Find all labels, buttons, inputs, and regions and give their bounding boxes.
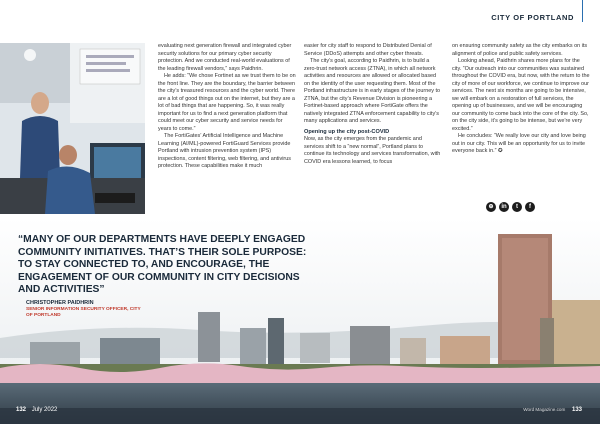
footer-left — [16, 407, 57, 413]
twitter-icon[interactable]: t — [512, 202, 522, 212]
paragraph — [452, 133, 590, 156]
linkedin-icon[interactable]: in — [499, 202, 509, 212]
end-mark-icon: ✪ — [497, 148, 503, 154]
header-rule — [582, 0, 584, 22]
pull-quote: “MANY OF OUR DEPARTMENTS HAVE DEEPLY ENGAGED COMMUNITY INITIATIVES. THAT’S THEIR SOLE PURPOSE: TO STAY CONNECTED TO, AND ENCOURAGE, THE ENGAGEMENT OF OUR COMMUNITY IN CITY DECISIONS AND ACTIVITIES” — [18, 234, 307, 296]
paragraph: on ensuring community safety as the city embarks on its alignment of police and public safety services. — [452, 43, 588, 57]
article-column-3 — [452, 43, 590, 156]
section-heading: Opening up the city post-COVID — [304, 128, 390, 135]
page-number-right: 133 — [571, 407, 582, 413]
quote-attribution-role: SENIOR INFORMATION SECURITY OFFICER, CITY OF PORTLAND — [26, 307, 141, 318]
issue-date: July 2022 — [31, 407, 58, 413]
paragraph: Now, as the city emerges from the pandemic and services shift to a “new normal”, Portland plans to continue its technology and services transformation, with COVID era lessons learned, to focus — [304, 136, 441, 165]
article-column-1 — [158, 43, 296, 171]
publication-section-title: CITY OF PORTLAND — [491, 13, 574, 22]
globe-icon[interactable]: ⊕ — [486, 202, 496, 212]
paragraph: evaluating next generation firewall and integrated cyber security solutions for our primary cyber security protection. And we conducted real-world evaluations of the leading firewall vendors,” says Paidhrin. — [158, 43, 292, 72]
firefighters-photo — [0, 43, 145, 214]
footer-site: Word Magazine.com — [523, 407, 566, 412]
paragraph: The FortiGates’ Artificial Intelligence and Machine Learning (AI/ML)-powered FortiGuard Services provide Portland with intrusion prevention system (IPS) inspections, content filtering, web filtering, and antivirus protection. These capabilities make it much — [158, 133, 291, 169]
footer-right — [523, 407, 582, 413]
page-number-left: 132 — [16, 407, 27, 413]
paragraph: Looking ahead, Paidhrin shares more plans for the city. “Our outreach into our communities was sustained throughout the COVID era, but now, with the return to the city of more of our workforce, we continue to improve our services. The next six months are going to be intensive, we will embark on a restoration of full services, the opening up of businesses, and we will be encouraging our community to come back into the core of the city. So, on the city side, it’s going to be intense, but we’re very excited.” — [452, 58, 590, 132]
article-column-2 — [304, 43, 442, 166]
paragraph: The city’s goal, according to Paidhrin, is to build a zero-trust network access (ZTNA), in which all network activities and resources are allowed or allocated based on the identity of the user requesting them. Most of the Portland infrastructure is in early stages of the journey to ZTNA, but the city’s Revenue Division is pioneering a Fortinet-based approach where FortiGate offers the natively integrated ZTNA enforcement capability to city’s many applications and services. — [304, 58, 441, 124]
closing-paragraph: He concludes: “We really love our city and love being out in our city. This will be an opportunity for us to invite everyone back in.” — [452, 133, 586, 154]
facebook-icon[interactable]: f — [525, 202, 535, 212]
quote-attribution-name: CHRISTOPHER PAIDHRIN — [26, 300, 94, 306]
paragraph: easier for city staff to respond to Distributed Denial of Service (DDoS) attempts and other cyber threats. — [304, 43, 432, 57]
social-links — [486, 202, 535, 212]
paragraph: He adds: “We chose Fortinet as we trust them to be on the front line. They are the boundary, the barrier between the city’s treasured resources and the cyber world. There are a lot of good things out on the internet, but they are a lot of bad things that are happening. So, it was really important for us to find a next generation platform that could meet our cyber security and service needs for years to come.” — [158, 73, 296, 132]
